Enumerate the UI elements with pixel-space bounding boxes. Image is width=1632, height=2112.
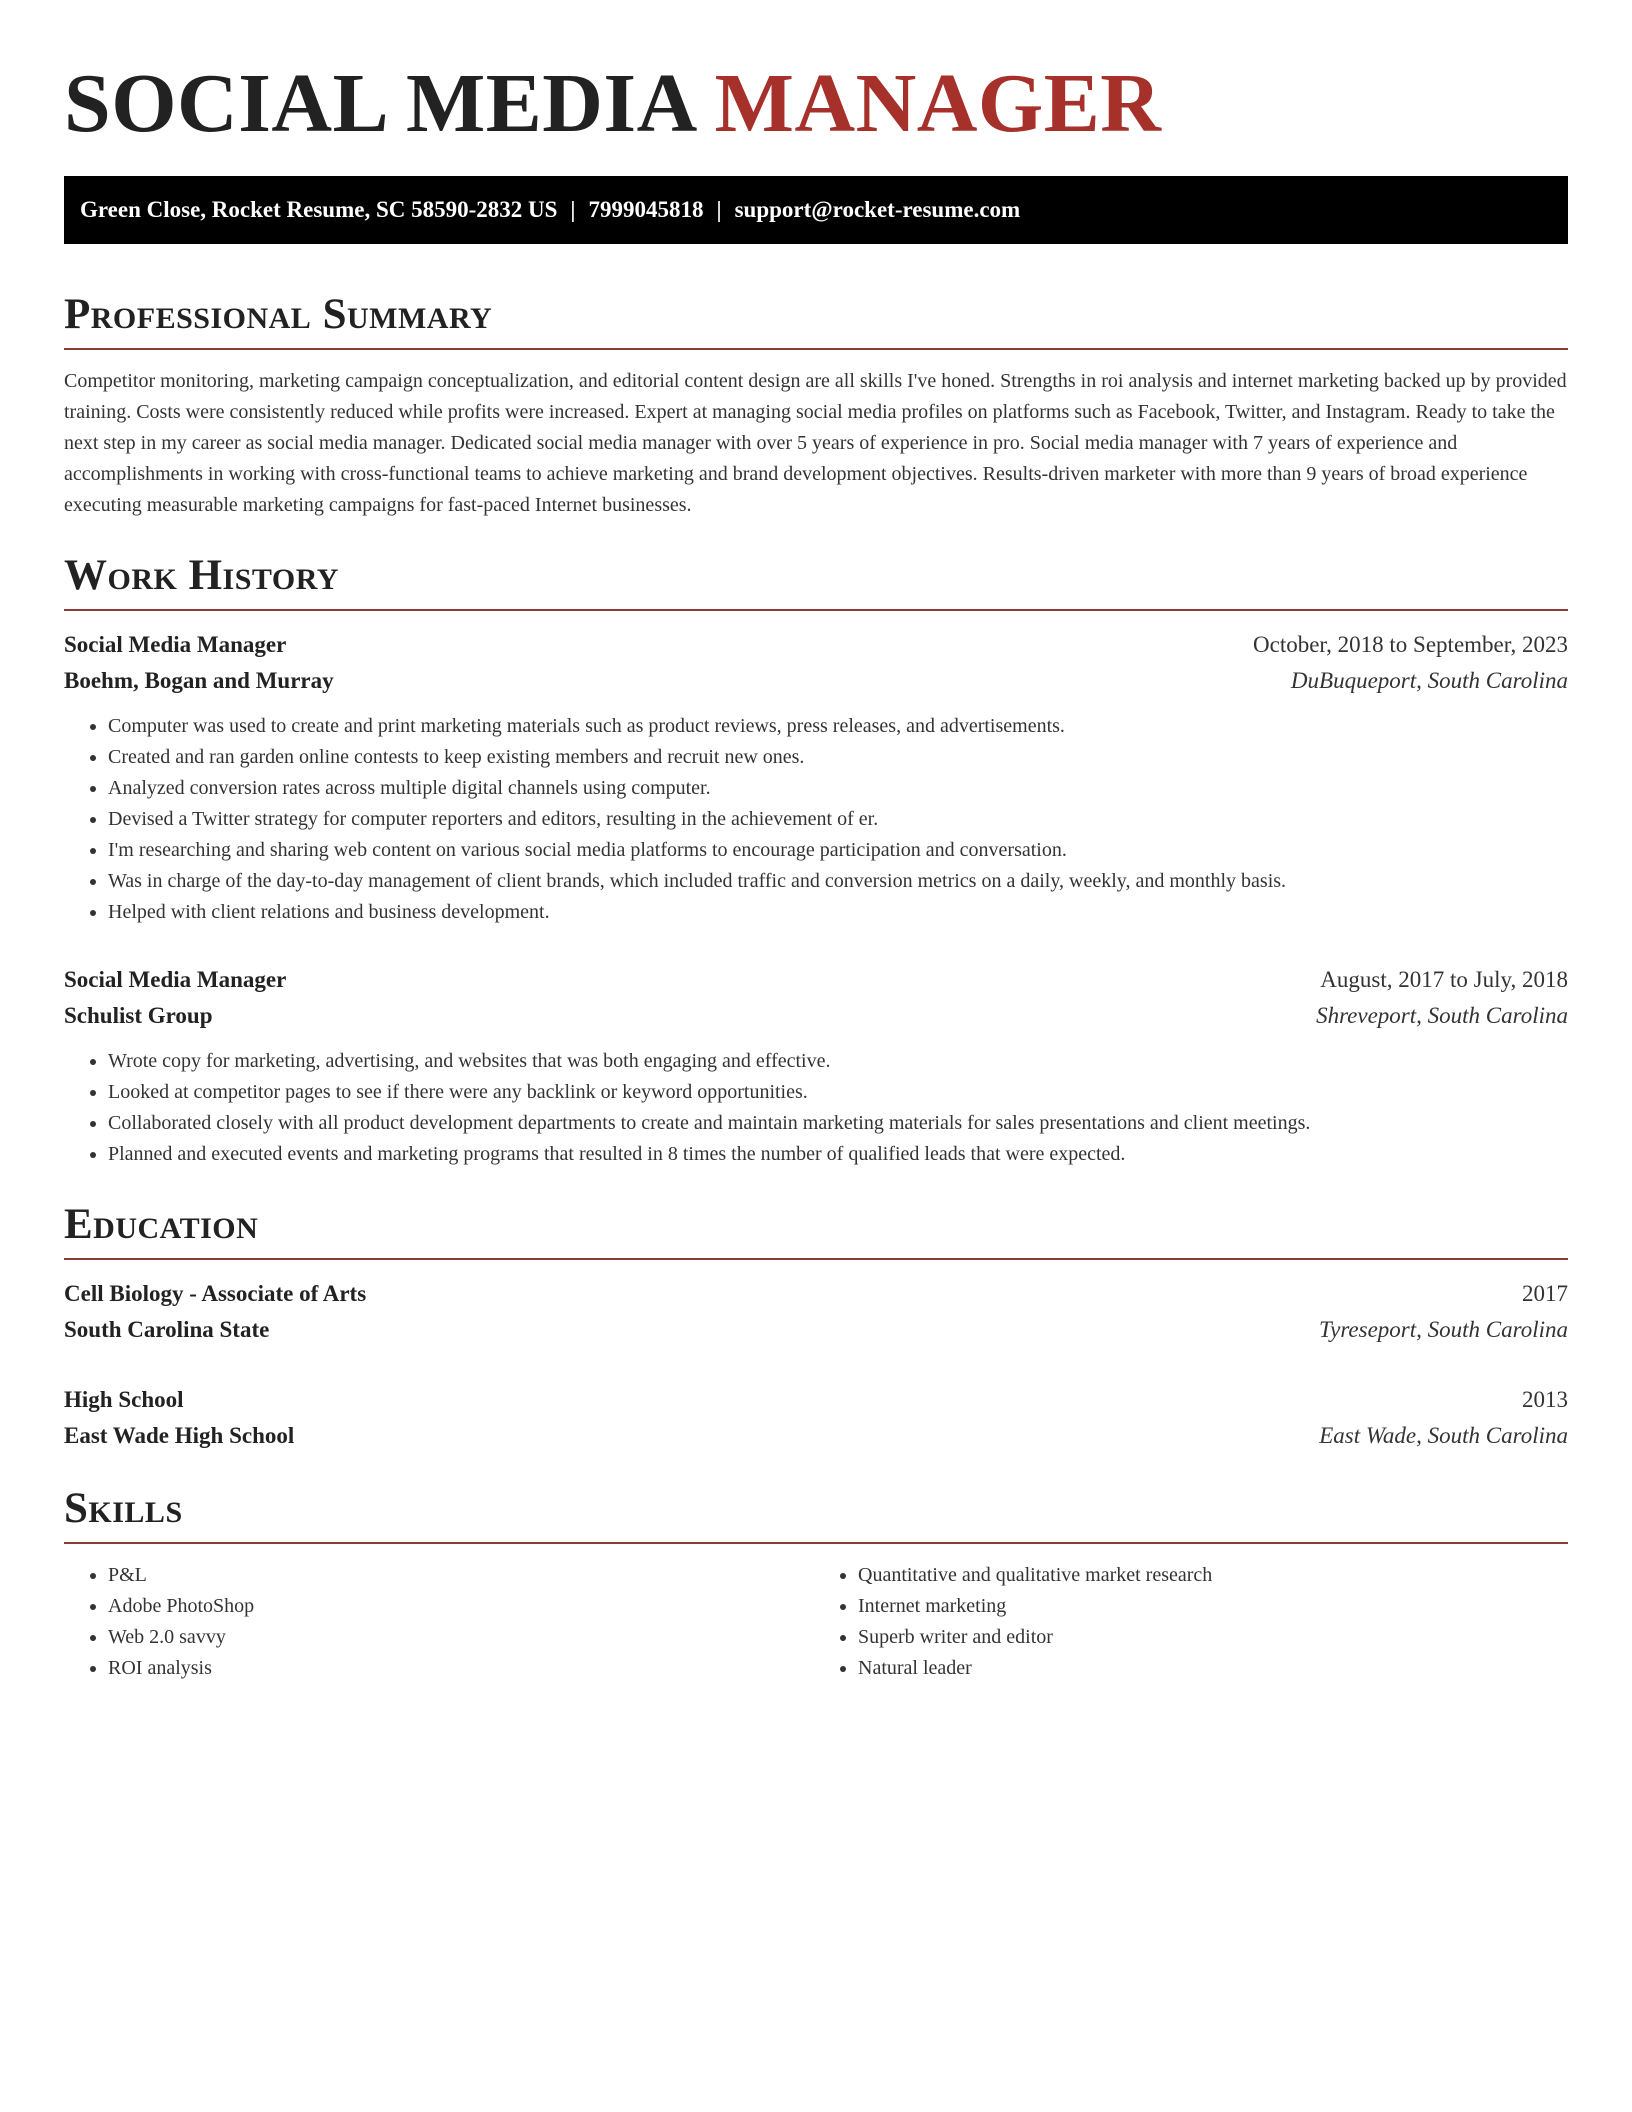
- education-entry: [64, 1276, 1568, 1348]
- summary-text: Competitor monitoring, marketing campaign conceptualization, and editorial content design are all skills I've honed. Strengths in roi analysis and internet marketing backed up by provided training. Costs were consistently reduced while profits were increased. Expert at managing social media profiles on platforms such as Facebook, Twitter, and Instagram. Ready to take the next step in my career as social media manager. Dedicated social media manager with over 5 years of experience in pro. Social media manager with 7 years of experience and accomplishments in working with cross-functional teams to achieve marketing and brand development objectives. Results-driven marketer with more than 9 years of broad experience executing measurable marketing campaigns for fast-paced Internet businesses.: [64, 370, 1567, 516]
- summary-section: [64, 290, 1568, 521]
- skills-list-right: [814, 1560, 1564, 1684]
- contact-separator: |: [716, 197, 722, 222]
- education-school: South Carolina State: [64, 1317, 270, 1342]
- skills-heading: Skills: [64, 1485, 183, 1532]
- job-location: DuBuqueport, South Carolina: [1290, 668, 1568, 693]
- education-degree: Cell Biology - Associate of Arts: [64, 1281, 367, 1306]
- job-dates: October, 2018 to September, 2023: [1253, 632, 1568, 657]
- education-degree: High School: [64, 1387, 184, 1412]
- contact-email[interactable]: support@rocket-resume.com: [734, 197, 1021, 222]
- resume-page: [64, 56, 1568, 1684]
- job-bullet: • I'm researching and sharing web content on various social media platforms to encourage participation and conversation.: [108, 835, 1568, 866]
- job-title: Social Media Manager: [64, 632, 287, 657]
- skills-grid: [64, 1560, 1568, 1684]
- education-location: East Wade, South Carolina: [1319, 1423, 1568, 1448]
- skill-item: • Superb writer and editor: [858, 1622, 1564, 1653]
- contact-address: Green Close, Rocket Resume, SC 58590-2832 US: [80, 197, 558, 222]
- skill-item: • Internet marketing: [858, 1591, 1564, 1622]
- job-entry: [64, 627, 1568, 928]
- education-entry: [64, 1382, 1568, 1454]
- summary-heading: Professional Summary: [64, 291, 493, 338]
- job-bullet: • Created and ran garden online contests to keep existing members and recruit new ones.: [108, 742, 1568, 773]
- education-location: Tyreseport, South Carolina: [1319, 1317, 1568, 1342]
- education-heading: Education: [64, 1201, 259, 1248]
- skills-list-left: [64, 1560, 814, 1684]
- section-divider: [64, 1542, 1568, 1544]
- education-year: 2013: [1522, 1387, 1568, 1412]
- job-bullet: • Planned and executed events and marketing programs that resulted in 8 times the number of qualified leads that were expected.: [108, 1139, 1568, 1170]
- resume-title: [64, 56, 1568, 160]
- title-main: SOCIAL MEDIA: [64, 57, 694, 150]
- job-header-row: [64, 962, 1568, 998]
- section-divider: [64, 609, 1568, 611]
- job-company: Boehm, Bogan and Murray: [64, 668, 334, 693]
- job-bullets: [64, 1046, 1568, 1170]
- skill-item: • Quantitative and qualitative market research: [858, 1560, 1564, 1591]
- job-bullet: • Collaborated closely with all product development departments to create and maintain marketing materials for sales presentations and client meetings.: [108, 1108, 1568, 1139]
- education-school-row: [64, 1312, 1568, 1348]
- job-bullet: • Was in charge of the day-to-day management of client brands, which included traffic and conversion metrics on a daily, weekly, and monthly basis.: [108, 866, 1568, 897]
- contact-separator: |: [570, 197, 576, 222]
- skill-item: • P&L: [108, 1560, 814, 1591]
- job-bullet: • Devised a Twitter strategy for computer reporters and editors, resulting in the achievement of er.: [108, 804, 1568, 835]
- skill-item: • ROI analysis: [108, 1653, 814, 1684]
- section-divider: [64, 348, 1568, 350]
- title-accent: MANAGER: [714, 57, 1162, 150]
- education-school-row: [64, 1418, 1568, 1454]
- skill-item: • Natural leader: [858, 1653, 1564, 1684]
- job-company-row: [64, 663, 1568, 699]
- job-bullet: • Analyzed conversion rates across multiple digital channels using computer.: [108, 773, 1568, 804]
- contact-bar: [64, 176, 1568, 244]
- job-bullet: • Computer was used to create and print marketing materials such as product reviews, press releases, and advertisements.: [108, 711, 1568, 742]
- job-bullet: • Wrote copy for marketing, advertising, and websites that was both engaging and effective.: [108, 1046, 1568, 1077]
- education-year: 2017: [1522, 1281, 1568, 1306]
- job-bullet: • Helped with client relations and business development.: [108, 897, 1568, 928]
- job-company: Schulist Group: [64, 1003, 213, 1028]
- job-header-row: [64, 627, 1568, 663]
- job-company-row: [64, 998, 1568, 1034]
- job-bullet: • Looked at competitor pages to see if there were any backlink or keyword opportunities.: [108, 1077, 1568, 1108]
- section-divider: [64, 1258, 1568, 1260]
- education-header-row: [64, 1276, 1568, 1312]
- job-dates: August, 2017 to July, 2018: [1320, 967, 1568, 992]
- work-history-section: [64, 551, 1568, 1170]
- education-school: East Wade High School: [64, 1423, 295, 1448]
- education-header-row: [64, 1382, 1568, 1418]
- job-title: Social Media Manager: [64, 967, 287, 992]
- job-location: Shreveport, South Carolina: [1316, 1003, 1568, 1028]
- job-entry: [64, 962, 1568, 1170]
- work-history-heading: Work History: [64, 552, 339, 599]
- skill-item: • Adobe PhotoShop: [108, 1591, 814, 1622]
- job-bullets: [64, 711, 1568, 928]
- skill-item: • Web 2.0 savvy: [108, 1622, 814, 1653]
- education-section: [64, 1200, 1568, 1454]
- skills-section: [64, 1484, 1568, 1684]
- contact-phone[interactable]: 7999045818: [588, 197, 704, 222]
